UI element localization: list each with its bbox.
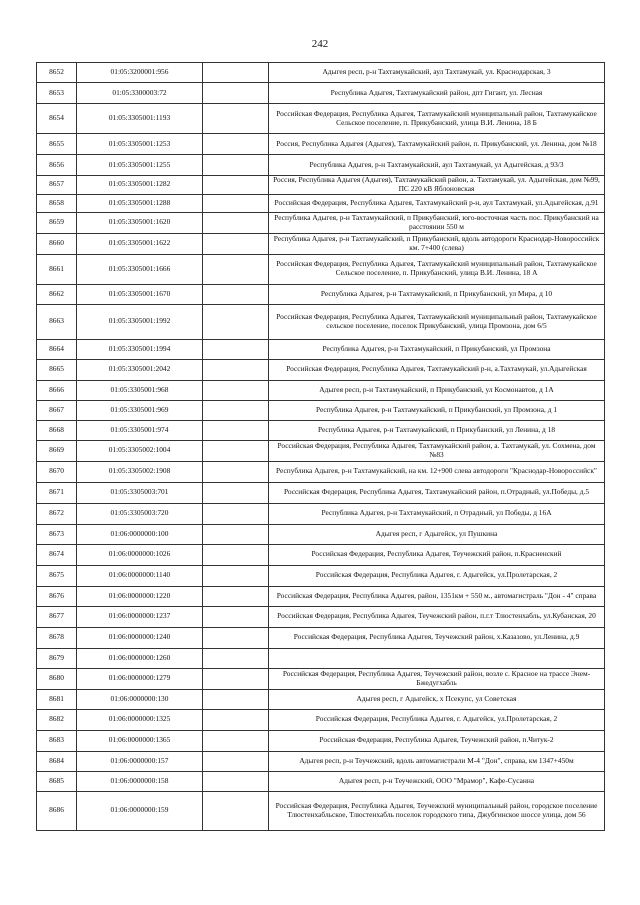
address-cell: Российская Федерация, Республика Адыгея, район, 1351км + 550 м., автомагистраль "Дон - 4" справа xyxy=(269,586,605,606)
table-row xyxy=(37,586,605,606)
row-number-cell: 8654 xyxy=(37,104,77,134)
empty-cell xyxy=(203,233,269,254)
table-row xyxy=(37,751,605,771)
row-number-cell: 8679 xyxy=(37,648,77,668)
address-cell: Российская Федерация, Республика Адыгея, Теучежский район, п.Красненский xyxy=(269,544,605,565)
row-number-cell: 8653 xyxy=(37,83,77,104)
empty-cell xyxy=(203,440,269,461)
table-row xyxy=(37,304,605,339)
table-row xyxy=(37,380,605,400)
empty-cell xyxy=(203,176,269,195)
empty-cell xyxy=(203,63,269,83)
row-number-cell: 8673 xyxy=(37,524,77,544)
cadastral-number-cell: 01:05:3305001:1622 xyxy=(77,233,203,254)
address-cell: Российская Федерация, Республика Адыгея, г. Адыгейск, ул.Пролетарская, 2 xyxy=(269,709,605,730)
cadastral-number-cell: 01:06:0000000:1026 xyxy=(77,544,203,565)
row-number-cell: 8663 xyxy=(37,304,77,339)
address-cell: Россия, Республика Адыгея (Адыгея), Тахтамукайский район, а. Тахтамукай, ул. Адыгейская, дом №99, ПС 220 кВ Яблоновская xyxy=(269,176,605,195)
row-number-cell: 8670 xyxy=(37,461,77,482)
row-number-cell: 8661 xyxy=(37,254,77,284)
cadastral-number-cell: 01:06:0000000:157 xyxy=(77,751,203,771)
cadastral-number-cell: 01:06:0000000:130 xyxy=(77,689,203,709)
empty-cell xyxy=(203,586,269,606)
table-row xyxy=(37,339,605,359)
table-row xyxy=(37,134,605,155)
empty-cell xyxy=(203,359,269,380)
table-row xyxy=(37,730,605,751)
empty-cell xyxy=(203,751,269,771)
row-number-cell: 8664 xyxy=(37,339,77,359)
address-cell: Республика Адыгея, р-н Тахтамукайский, п Прикубанский, юго-восточная часть пос. Прикубанский на расстоянии 550 м xyxy=(269,212,605,233)
row-number-cell: 8659 xyxy=(37,212,77,233)
cadastral-number-cell: 01:05:3305001:1282 xyxy=(77,176,203,195)
address-cell: Российская Федерация, Республика Адыгея, Тахтамукайский муниципальный район, Тахтамукайское Сельское поселение, п. Прикубанский, улица В.И. Ленина, 18 А xyxy=(269,254,605,284)
address-cell: Российская Федерация, Республика Адыгея, Тахтамукайский муниципальный район, Тахтамукайское Сельское поселение, п. Прикубанский, улица В.И. Ленина, 18 Б xyxy=(269,104,605,134)
cadastral-number-cell: 01:05:3305001:1670 xyxy=(77,284,203,304)
row-number-cell: 8652 xyxy=(37,63,77,83)
table-row xyxy=(37,233,605,254)
empty-cell xyxy=(203,304,269,339)
empty-cell xyxy=(203,461,269,482)
cadastral-number-cell: 01:06:0000000:100 xyxy=(77,524,203,544)
table-row xyxy=(37,461,605,482)
address-cell: Республика Адыгея, р-н Тахтамукайский, на км. 12+900 слева автодороги "Краснодар-Новороссийск" xyxy=(269,461,605,482)
cadastral-number-cell: 01:06:0000000:1260 xyxy=(77,648,203,668)
row-number-cell: 8681 xyxy=(37,689,77,709)
table-row xyxy=(37,544,605,565)
empty-cell xyxy=(203,771,269,791)
empty-cell xyxy=(203,709,269,730)
address-cell: Адыгея респ, р-н Тахтамукайский, п Прикубанский, ул Космонавтов, д 1А xyxy=(269,380,605,400)
row-number-cell: 8684 xyxy=(37,751,77,771)
empty-cell xyxy=(203,565,269,586)
cadastral-number-cell: 01:05:3305001:1666 xyxy=(77,254,203,284)
empty-cell xyxy=(203,544,269,565)
address-cell: Российская Федерация, Республика Адыгея, Тахтамукайский район, п.Отрадный, ул.Победы, д.5 xyxy=(269,482,605,503)
empty-cell xyxy=(203,155,269,176)
table-row xyxy=(37,284,605,304)
table-row xyxy=(37,482,605,503)
row-number-cell: 8686 xyxy=(37,791,77,830)
cadastral-number-cell: 01:06:0000000:1325 xyxy=(77,709,203,730)
row-number-cell: 8665 xyxy=(37,359,77,380)
cadastral-number-cell: 01:05:3300003:72 xyxy=(77,83,203,104)
empty-cell xyxy=(203,606,269,627)
address-cell: Российская Федерация, Республика Адыгея, Тахтамукайский р-н, а.Тахтамукай, ул.Адыгейская xyxy=(269,359,605,380)
table-row xyxy=(37,648,605,668)
cadastral-number-cell: 01:06:0000000:1237 xyxy=(77,606,203,627)
registry-body xyxy=(37,63,605,831)
row-number-cell: 8685 xyxy=(37,771,77,791)
table-row xyxy=(37,503,605,524)
empty-cell xyxy=(203,254,269,284)
table-row xyxy=(37,400,605,420)
cadastral-number-cell: 01:05:3305001:1193 xyxy=(77,104,203,134)
empty-cell xyxy=(203,212,269,233)
table-row xyxy=(37,689,605,709)
row-number-cell: 8672 xyxy=(37,503,77,524)
empty-cell xyxy=(203,104,269,134)
empty-cell xyxy=(203,83,269,104)
row-number-cell: 8675 xyxy=(37,565,77,586)
cadastral-number-cell: 01:06:0000000:158 xyxy=(77,771,203,791)
table-row xyxy=(37,524,605,544)
cadastral-number-cell: 01:05:3305001:1253 xyxy=(77,134,203,155)
table-row xyxy=(37,791,605,830)
cadastral-number-cell: 01:05:3305003:701 xyxy=(77,482,203,503)
address-cell: Россия, Республика Адыгея (Адыгея), Тахтамукайский район, п. Прикубанский, ул. Ленина, дом №18 xyxy=(269,134,605,155)
row-number-cell: 8680 xyxy=(37,668,77,689)
address-cell: Российская Федерация, Республика Адыгея, Теучежский район, п.г.т Тлюстенхабль, ул.Кубанская, 20 xyxy=(269,606,605,627)
cadastral-number-cell: 01:05:3305001:1620 xyxy=(77,212,203,233)
table-row xyxy=(37,565,605,586)
empty-cell xyxy=(203,380,269,400)
table-row xyxy=(37,176,605,195)
empty-cell xyxy=(203,791,269,830)
empty-cell xyxy=(203,134,269,155)
address-cell: Республика Адыгея, р-н Тахтамукайский, п Прикубанский, вдоль автодороги Краснодар-Новороссийск км. 7+400 (слева) xyxy=(269,233,605,254)
empty-cell xyxy=(203,648,269,668)
address-cell: Республика Адыгея, р-н Тахтамукайский, п Прикубанский, ул Ленина, д 18 xyxy=(269,420,605,440)
cadastral-number-cell: 01:05:3305003:720 xyxy=(77,503,203,524)
table-row xyxy=(37,194,605,212)
empty-cell xyxy=(203,503,269,524)
table-row xyxy=(37,83,605,104)
empty-cell xyxy=(203,482,269,503)
cadastral-number-cell: 01:06:0000000:159 xyxy=(77,791,203,830)
cadastral-number-cell: 01:06:0000000:1140 xyxy=(77,565,203,586)
table-row xyxy=(37,63,605,83)
row-number-cell: 8658 xyxy=(37,194,77,212)
address-cell: Республика Адыгея, р-н Тахтамукайский, п Прикубанский, ул Промзона xyxy=(269,339,605,359)
address-cell: Российская Федерация, Республика Адыгея, Тахтамукайский муниципальный район, Тахтамукайское сельское поселение, поселок Прикубанский, улица Промзона, дом 6/5 xyxy=(269,304,605,339)
table-row xyxy=(37,606,605,627)
row-number-cell: 8662 xyxy=(37,284,77,304)
row-number-cell: 8676 xyxy=(37,586,77,606)
empty-cell xyxy=(203,400,269,420)
address-cell: Республика Адыгея, р-н Тахтамукайский, п Прикубанский, ул Промзона, д 1 xyxy=(269,400,605,420)
cadastral-number-cell: 01:06:0000000:1220 xyxy=(77,586,203,606)
page-number: 242 xyxy=(311,38,329,50)
empty-cell xyxy=(203,524,269,544)
empty-cell xyxy=(203,668,269,689)
row-number-cell: 8678 xyxy=(37,627,77,648)
row-number-cell: 8660 xyxy=(37,233,77,254)
address-cell: Российская Федерация, Республика Адыгея, Теучежский район, п.Читук-2 xyxy=(269,730,605,751)
empty-cell xyxy=(203,339,269,359)
cadastral-number-cell: 01:05:3200001:956 xyxy=(77,63,203,83)
row-number-cell: 8671 xyxy=(37,482,77,503)
row-number-cell: 8657 xyxy=(37,176,77,195)
cadastral-number-cell: 01:06:0000000:1240 xyxy=(77,627,203,648)
address-cell: Адыгея респ, г Адыгейск, х Псекупс, ул Советская xyxy=(269,689,605,709)
table-row xyxy=(37,440,605,461)
empty-cell xyxy=(203,284,269,304)
address-cell: Российская Федерация, Республика Адыгея, Тахтамукайский р-н, аул Тахтамукай, ул.Адыгейская, д.91 xyxy=(269,194,605,212)
address-cell: Адыгея респ, г Адыгейск, ул Пушкина xyxy=(269,524,605,544)
row-number-cell: 8668 xyxy=(37,420,77,440)
address-cell: Адыгея респ, р-н Тахтамукайский, аул Тахтамукай, ул. Краснодарская, 3 xyxy=(269,63,605,83)
row-number-cell: 8677 xyxy=(37,606,77,627)
address-cell: Республика Адыгея, р-н Тахтамукайский, аул Тахтамукай, ул Адыгейская, д 93/3 xyxy=(269,155,605,176)
address-cell xyxy=(269,648,605,668)
cadastral-number-cell: 01:05:3305001:1288 xyxy=(77,194,203,212)
address-cell: Адыгея респ, р-н Теучежский, ООО "Мрамор", Кафе-Сусанна xyxy=(269,771,605,791)
address-cell: Республика Адыгея, Тахтамукайский район, дпт Гигант, ул. Лесная xyxy=(269,83,605,104)
row-number-cell: 8667 xyxy=(37,400,77,420)
registry-table xyxy=(36,62,605,831)
table-row xyxy=(37,212,605,233)
cadastral-number-cell: 01:05:3305002:1004 xyxy=(77,440,203,461)
empty-cell xyxy=(203,730,269,751)
table-row xyxy=(37,359,605,380)
cadastral-number-cell: 01:05:3305001:1992 xyxy=(77,304,203,339)
address-cell: Российская Федерация, Республика Адыгея, Теучежский район, возле с. Красное на трассе Энем-Бжедугхабль xyxy=(269,668,605,689)
table-row xyxy=(37,771,605,791)
cadastral-number-cell: 01:05:3305001:974 xyxy=(77,420,203,440)
cadastral-number-cell: 01:05:3305001:2042 xyxy=(77,359,203,380)
address-cell: Республика Адыгея, р-н Тахтамукайский, п Прикубанский, ул Мира, д 10 xyxy=(269,284,605,304)
row-number-cell: 8669 xyxy=(37,440,77,461)
row-number-cell: 8682 xyxy=(37,709,77,730)
cadastral-number-cell: 01:06:0000000:1279 xyxy=(77,668,203,689)
empty-cell xyxy=(203,194,269,212)
table-row xyxy=(37,155,605,176)
table-row xyxy=(37,254,605,284)
address-cell: Российская Федерация, Республика Адыгея, г. Адыгейск, ул.Пролетарская, 2 xyxy=(269,565,605,586)
address-cell: Адыгея респ, р-н Теучежский, вдоль автомагистрали М-4 "Дон", справа, км 1347+450м xyxy=(269,751,605,771)
empty-cell xyxy=(203,420,269,440)
address-cell: Республика Адыгея, р-н Тахтамукайский, п Отрадный, ул Победы, д 16А xyxy=(269,503,605,524)
row-number-cell: 8666 xyxy=(37,380,77,400)
empty-cell xyxy=(203,689,269,709)
cadastral-number-cell: 01:06:0000000:1365 xyxy=(77,730,203,751)
empty-cell xyxy=(203,627,269,648)
table-row xyxy=(37,104,605,134)
table-row xyxy=(37,668,605,689)
address-cell: Российская Федерация, Республика Адыгея, Теучежский район, х.Казазово, ул.Ленина, д.9 xyxy=(269,627,605,648)
cadastral-number-cell: 01:05:3305001:1994 xyxy=(77,339,203,359)
table-row xyxy=(37,627,605,648)
cadastral-number-cell: 01:05:3305001:1255 xyxy=(77,155,203,176)
row-number-cell: 8683 xyxy=(37,730,77,751)
address-cell: Российская Федерация, Республика Адыгея, Тахтамукайский район, а. Тахтамукай, ул. Сохмена, дом №83 xyxy=(269,440,605,461)
cadastral-number-cell: 01:05:3305001:969 xyxy=(77,400,203,420)
row-number-cell: 8656 xyxy=(37,155,77,176)
cadastral-number-cell: 01:05:3305002:1908 xyxy=(77,461,203,482)
table-row xyxy=(37,709,605,730)
row-number-cell: 8655 xyxy=(37,134,77,155)
row-number-cell: 8674 xyxy=(37,544,77,565)
address-cell: Российская Федерация, Республика Адыгея, Теучежский муниципальный район, городское поселение Тлюстенхабльское, Тлюстенхабль поселок городского типа, Джубгинское шоссе улица, дом 56 xyxy=(269,791,605,830)
cadastral-number-cell: 01:05:3305001:968 xyxy=(77,380,203,400)
table-row xyxy=(37,420,605,440)
